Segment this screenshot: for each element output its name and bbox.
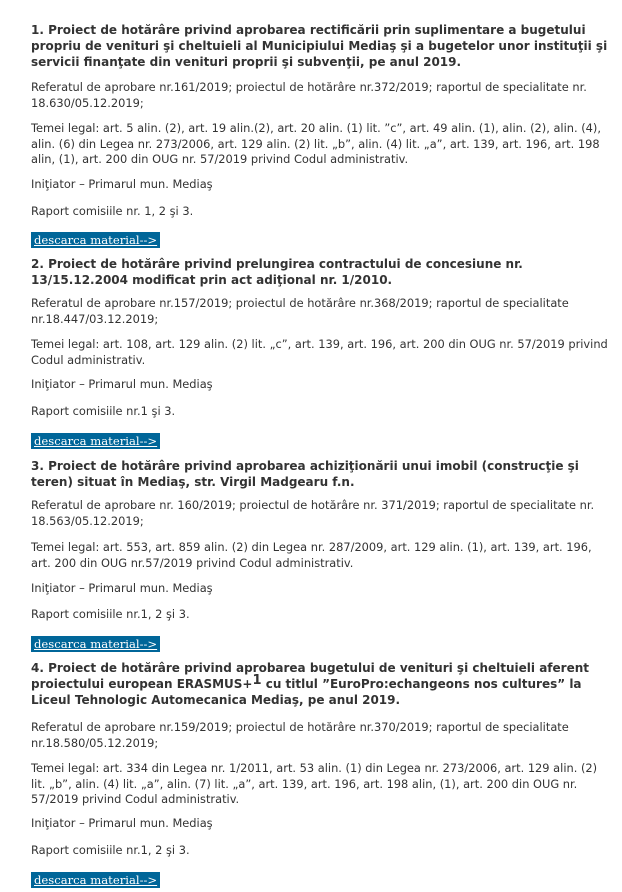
- item-4-title: [31, 660, 614, 708]
- item-1-raport: Raport comisiile nr. 1, 2 şi 3.: [31, 204, 194, 218]
- item-1-initiator: Iniţiator – Primarul mun. Mediaş: [31, 177, 213, 191]
- item-4-title-part-b: cu titlul ”EuroPro:echangeons nos cultures” la Liceul Tehnologic Automecanica Mediaş, pe anul 2019.: [31, 677, 582, 707]
- item-4-title-part-a: 4. Proiect de hotărâre privind aprobarea bugetului de venituri şi cheltuieli aferent proiectului european ERASMUS+: [31, 661, 590, 691]
- item-2-raport: Raport comisiile nr.1 şi 3.: [31, 404, 176, 418]
- item-4-referat: Referatul de aprobare nr.159/2019; proiectul de hotărâre nr.370/2019; raportul de specialitate nr.18.580/05.12.2019;: [31, 720, 569, 750]
- item-2-title: 2. Proiect de hotărâre privind prelungirea contractului de concesiune nr. 13/15.12.2004 modificat prin act adiţional nr. 1/2010.: [31, 257, 523, 287]
- item-3-raport: Raport comisiile nr.1, 2 şi 3.: [31, 607, 190, 621]
- item-1-temei: Temei legal: art. 5 alin. (2), art. 19 alin.(2), art. 20 alin. (1) lit. ”c”, art. 49 alin. (1), alin. (2), alin. (4), alin. (6) din Legea nr. 273/2006, art. 129 alin. (2) lit. „b”, alin. (4) lit. „a”, art. 139, art. 196, art. 198 alin, (1), art. 200 din OUG nr. 57/2019 privind Codul administrativ.: [31, 121, 601, 166]
- item-4-raport: Raport comisiile nr.1, 2 şi 3.: [31, 843, 190, 857]
- item-3-download-button[interactable]: descarca material-->: [31, 636, 160, 652]
- item-1-download-button[interactable]: descarca material-->: [31, 232, 160, 248]
- item-2-initiator: Iniţiator – Primarul mun. Mediaş: [31, 377, 213, 391]
- item-3-initiator: Iniţiator – Primarul mun. Mediaş: [31, 581, 213, 595]
- item-1-title: 1. Proiect de hotărâre privind aprobarea rectificării prin suplimentare a bugetului propriu de venituri şi cheltuieli al Municipiului Mediaş şi a bugetelor unor instituţii şi servicii finanţate din venituri proprii şi subvenţii, pe anul 2019.: [31, 23, 608, 69]
- item-2-temei: Temei legal: art. 108, art. 129 alin. (2) lit. „c”, art. 139, art. 196, art. 200 din OUG nr. 57/2019 privind Codul administrativ.: [31, 337, 608, 367]
- item-4-download-button[interactable]: descarca material-->: [31, 872, 160, 888]
- item-2-download-button[interactable]: descarca material-->: [31, 433, 160, 449]
- item-3-referat: Referatul de aprobare nr. 160/2019; proiectul de hotărâre nr. 371/2019; raportul de specialitate nr. 18.563/05.12.2019;: [31, 498, 595, 528]
- item-1-referat: Referatul de aprobare nr.161/2019; proiectul de hotărâre nr.372/2019; raportul de specialitate nr. 18.630/05.12.2019;: [31, 80, 587, 110]
- item-3-title: 3. Proiect de hotărâre privind aprobarea achiziţionării unui imobil (construcţie şi teren) situat în Mediaş, str. Virgil Madgearu f.n.: [31, 459, 579, 489]
- item-4-initiator: Iniţiator – Primarul mun. Mediaş: [31, 816, 213, 830]
- item-4-title-superscript: 1: [252, 673, 262, 688]
- item-4-temei: Temei legal: art. 334 din Legea nr. 1/2011, art. 53 alin. (1) din Legea nr. 273/2006, art. 129 alin. (2) lit. „b”, alin. (4) lit. „a”, alin. (7) lit. „a”, art. 139, art. 196, art. 198 alin, (1), art. 200 din OUG nr. 57/2019 privind Codul administrativ.: [31, 761, 598, 806]
- item-3-temei: Temei legal: art. 553, art. 859 alin. (2) din Legea nr. 287/2009, art. 129 alin. (1), art. 139, art. 196, art. 200 din OUG nr.57/2019 privind Codul administrativ.: [31, 540, 592, 570]
- item-2-referat: Referatul de aprobare nr.157/2019; proiectul de hotărâre nr.368/2019; raportul de specialitate nr.18.447/03.12.2019;: [31, 296, 569, 326]
